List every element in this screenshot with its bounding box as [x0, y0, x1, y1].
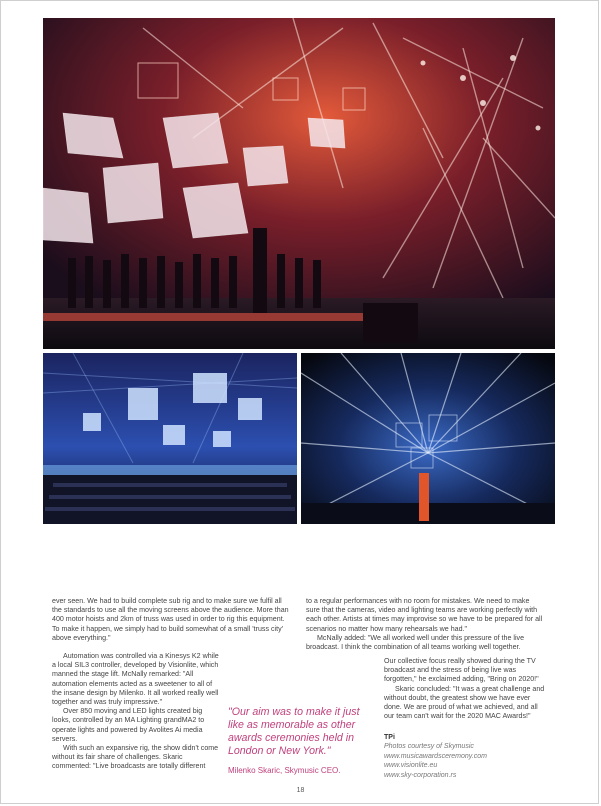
article-line: 400 motor hoists and 2km of truss was used in order to rig this equipment.	[52, 615, 285, 624]
article-column-left	[52, 652, 222, 772]
arena-wide-photo	[43, 353, 297, 524]
article-line: To make it happen, we simply had to build somewhat of a small 'truss city'	[52, 624, 283, 633]
credits	[384, 733, 549, 780]
credit-link[interactable]: www.musicawardsceremony.com	[384, 752, 487, 760]
article-column-right	[384, 657, 549, 721]
article-column-right-top	[306, 597, 549, 652]
article-paragraph: With such an expansive rig, the show didn't come without its fair share of challenges. Skaric commented: "Live broadcasts are totally different	[52, 744, 219, 771]
article-paragraph: Over 850 moving and LED lights created big looks, controlled by an MA Lighting grandMA2 to operate lights and powered by Avolites Ai media servers.	[52, 707, 205, 743]
article-paragraph: Our collective focus really showed during the TV broadcast and the stress of being live was forgotten," he exclaimed adding, "Bring on 2020!"	[384, 657, 539, 684]
credit-link[interactable]: www.sky-corporation.rs	[384, 771, 457, 779]
page-number: 18	[296, 787, 305, 794]
article-line: each other. Artists at times may improvise so we have to be prepared for all	[306, 615, 543, 624]
article-intro-text	[52, 597, 297, 643]
pull-quote-attribution: Milenko Skaric, Skymusic CEO.	[228, 766, 341, 775]
article-line: scenarios no matter how many rehearsals we had."	[306, 624, 468, 633]
photo-credit: Photos courtesy of Skymusic	[384, 743, 474, 751]
article-paragraph: Automation was controlled via a Kinesys K2 while a local SIL3 controller, developed by Visionlite, which manned the stage lift. McNally remarked: "All automation elements acted as a sweetener to all of the insane design by Milenko. It all worked really well together and was truly impressive."	[52, 652, 219, 707]
article-line: the standards to use all the moving screens above the audience. More than	[52, 606, 289, 615]
stage-performance-photo	[43, 18, 555, 349]
article-line: above everything."	[52, 633, 111, 642]
publication-sign-off: TPi	[384, 734, 395, 741]
article-line: sure that the cameras, video and lighting teams are working perfectly with	[306, 606, 538, 615]
article-paragraph: McNally added: "We all worked well under this pressure of the live broadcast. I think the combination of all teams working well together.	[306, 633, 525, 652]
article-line: to a regular performances with no room for mistakes. We need to make	[306, 597, 530, 605]
article-line: ever seen. We had to build complete sub rig and to make sure we fulfil all	[52, 597, 282, 605]
pull-quote: "Our aim was to make it just like as memorable as other awards ceremonies held in London or New York."	[228, 706, 360, 757]
article-paragraph: Skaric concluded: "It was a great challenge and without doubt, the greatest show we have ever done. We are proud of what we achieved, and all our team can't wait for the 2020 MAC Awards!"	[384, 684, 545, 721]
stage-lights-photo	[301, 353, 555, 524]
credit-link[interactable]: www.visionlite.eu	[384, 762, 438, 770]
